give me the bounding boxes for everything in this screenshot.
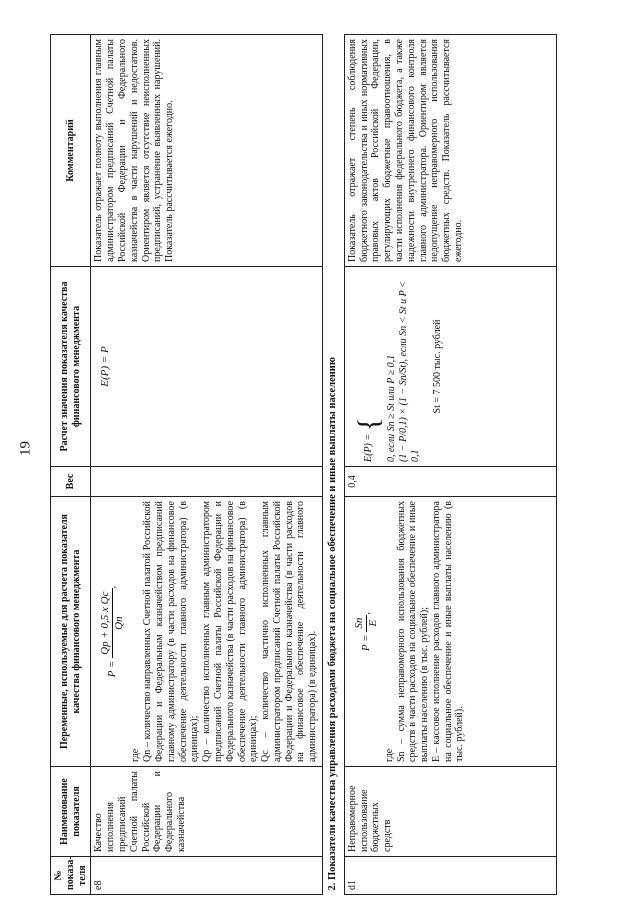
header-calc: Расчет значения показателя качества финансового менеджмента [51,267,91,467]
var-qp: Qp – количество исполненных главным администратором предписаний Счетной палаты Российской Федерации и Федерального казначейства (в части расходов на финансовое обеспечение деятельности главного администратора) (в единицах); [201,501,260,762]
piecewise-case-2: (1 − P/0,1) × (1 − Sn/St), если Sn < St и P < 0,1 [397,281,421,462]
indicator-table [50,34,557,895]
section-heading: 2. Показатели качества управления расходами бюджета на социальное обеспечение и иные выплаты населению [323,35,344,895]
formula-tail: , [359,611,372,615]
cell-num: e8 [91,857,323,895]
cell-weight [91,467,323,497]
table-row-e8 [91,35,323,895]
formula-fraction [353,615,380,632]
piecewise-case-1: 0, если Sn ≥ St или P ≥ 0,1 [386,354,398,462]
var-qn: Qn – количество направленных Счетной палатой Российской Федерации и Федеральным казначейством предписаний главному администратору (в части расходов на финансовое обеспечение деятельности главного администратора) (в единицах); [142,501,201,762]
formula-numerator: Sn [353,615,367,632]
cell-name: Неправомерное использование бюджетных средств [344,767,556,857]
formula-lhs: P = [359,634,372,652]
var-e: E – кассовое исполнение расходов главного администратора на социальное обеспечение и иные выплаты населению (в тыс. рублей). [430,501,466,762]
cell-calc [91,267,323,467]
header-num: № показа-теля [51,857,91,895]
cell-vars [344,497,556,767]
table-row-d1 [344,35,556,895]
piecewise-lhs: E(P) = [362,433,374,462]
cell-vars [91,497,323,767]
threshold-note: St = 7 500 тыс. рублей [431,319,443,414]
formula-fraction [99,585,126,657]
cell-comment: Показатель отражает степень соблюдения бюджетного законодательства и иных нормативных правовых актов Российской Федерации, регулирующих бюджетные правоотношения, в части исполнения федерального бюджета, а также надежности внутреннего финансового контроля главного администратора. Ориентиром является недопущение неправомерного использования бюджетных средств. Показатель рассчитывается ежегодно. [344,35,556,267]
table-header-row [51,35,91,895]
cell-calc [344,267,556,467]
where-label: где [130,748,142,762]
header-name: Наименование показателя [51,767,91,857]
document-body [50,15,620,895]
formula-tail: , [106,585,119,589]
var-sn: Sn – сумма неправомерного использования бюджетных средств в части расходов на социальное обеспечение и иные выплаты населению (в тыс. рублей); [395,501,431,762]
calc-formula: E(P) = P [99,346,112,387]
where-label: где [383,748,395,762]
formula [99,501,126,762]
section-heading-row [323,35,344,895]
cell-comment: Показатель отражает полноту выполнения главным администратором предписаний Счетной палаты Российской Федерации и Федерального казначейства в части нарушений и недостатков. Ориентиром является отсутствие неисполненных предписаний, устранение выявленных нарушений. Показатель рассчитывается ежегодно. [91,35,323,267]
piecewise-cases [386,271,421,462]
formula-denominator: E [366,619,379,627]
brace-icon: { [351,416,385,432]
formula-denominator: Qn [113,616,126,630]
formula-numerator: Qp + 0,5 x Qc [99,588,113,657]
header-weight: Вес [51,467,91,497]
header-vars: Переменные, используемые для расчета показателя качества финансового менеджмента [51,497,91,767]
cell-num: d1 [344,857,556,895]
formula [353,501,380,762]
cell-name: Качество исполнения предписаний Счетной палаты Российской Федерации и Федерального казначейства [91,767,323,857]
var-qc: Qc – количество частично исполненных главным администратором предписаний Счетной палаты Российской Федерации и Федерального казначейства (в части расходов на финансовое обеспечение деятельности главного администратора) (в единицах). [260,501,319,762]
piecewise-formula [351,271,422,462]
cell-weight: 0,4 [344,467,556,497]
header-comment: Комментарий [51,35,91,267]
formula-lhs: P = [106,660,119,678]
page-number: 19 [17,441,34,456]
